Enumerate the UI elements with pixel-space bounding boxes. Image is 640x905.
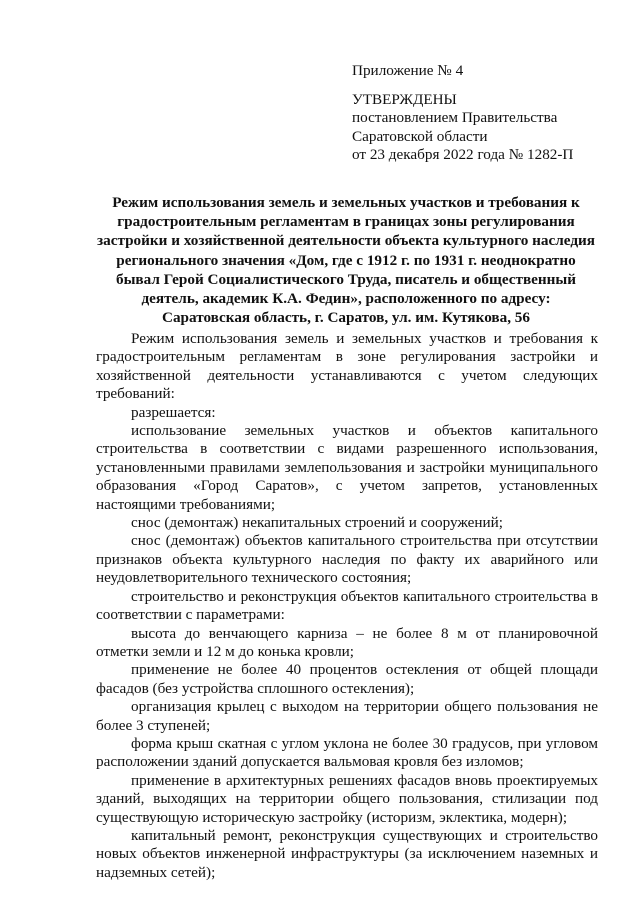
document-title: Режим использования земель и земельных участков и требования к градостроительным регламентам в границах зоны регулирования застройки и хозяйственной деятельности объекта культурного наследия регионального значения «Дом, где с 1912 г. по 1931 г. неоднократно бывал Герой Социалистического Труда, писатель и общественный деятель, академик К.А. Федин», расположенного по адресу: Саратовская область, г. Саратов, ул. им. Кутякова, 56 [97, 194, 595, 327]
paragraph: организация крылец с выходом на территории общего пользования не более 3 ступеней; [96, 698, 598, 734]
paragraph: строительство и реконструкция объектов капитального строительства в соответствии с параметрами: [96, 587, 598, 624]
document-body [96, 330, 598, 882]
paragraph: форма крыш скатная с углом уклона не более 30 градусов, при угловом расположении зданий допускается вальмовая кровля без изломов; [96, 734, 598, 771]
paragraph: применение в архитектурных решениях фасадов вновь проектируемых зданий, выходящих на территории общего пользования, стилизации под существующую историческую застройку (историзм, эклектика, модерн); [96, 771, 598, 826]
paragraph: Режим использования земель и земельных участков и требования к градостроительным регламентам в зоне регулирования застройки и хозяйственной деятельности устанавливаются с учетом следующих требований: [96, 330, 598, 403]
paragraph: использование земельных участков и объектов капитального строительства в соответствии с видами разрешенного использования, установленными правилами землепользования и застройки муниципального образования «Город Саратов», с учетом запретов, установленных настоящими требованиями; [96, 422, 598, 513]
paragraph: высота до венчающего карниза – не более 8 м от планировочной отметки земли и 12 м до конька кровли; [96, 624, 598, 660]
paragraph: капитальный ремонт, реконструкция существующих и строительство новых объектов инженерной инфраструктуры (за исключением наземных и надземных сетей); [96, 826, 598, 881]
approval-line-1: постановлением Правительства [352, 109, 558, 126]
paragraph: применение не более 40 процентов остекления от общей площади фасадов (без устройства сплошного остекления); [96, 661, 598, 697]
paragraph: разрешается: [131, 403, 216, 421]
approved-label: УТВЕРЖДЕНЫ [352, 90, 457, 108]
approval-line-3: от 23 декабря 2022 года № 1282-П [352, 146, 574, 163]
attachment-block [352, 62, 573, 165]
paragraph: снос (демонтаж) объектов капитального строительства при отсутствии признаков объекта культурного наследия по факту их аварийного или неудовлетворительного технического состояния; [96, 532, 598, 587]
attachment-number: Приложение № 4 [352, 62, 464, 79]
approval-line-2: Саратовской области [352, 127, 488, 145]
paragraph: снос (демонтаж) некапитальных строений и сооружений; [131, 514, 504, 532]
